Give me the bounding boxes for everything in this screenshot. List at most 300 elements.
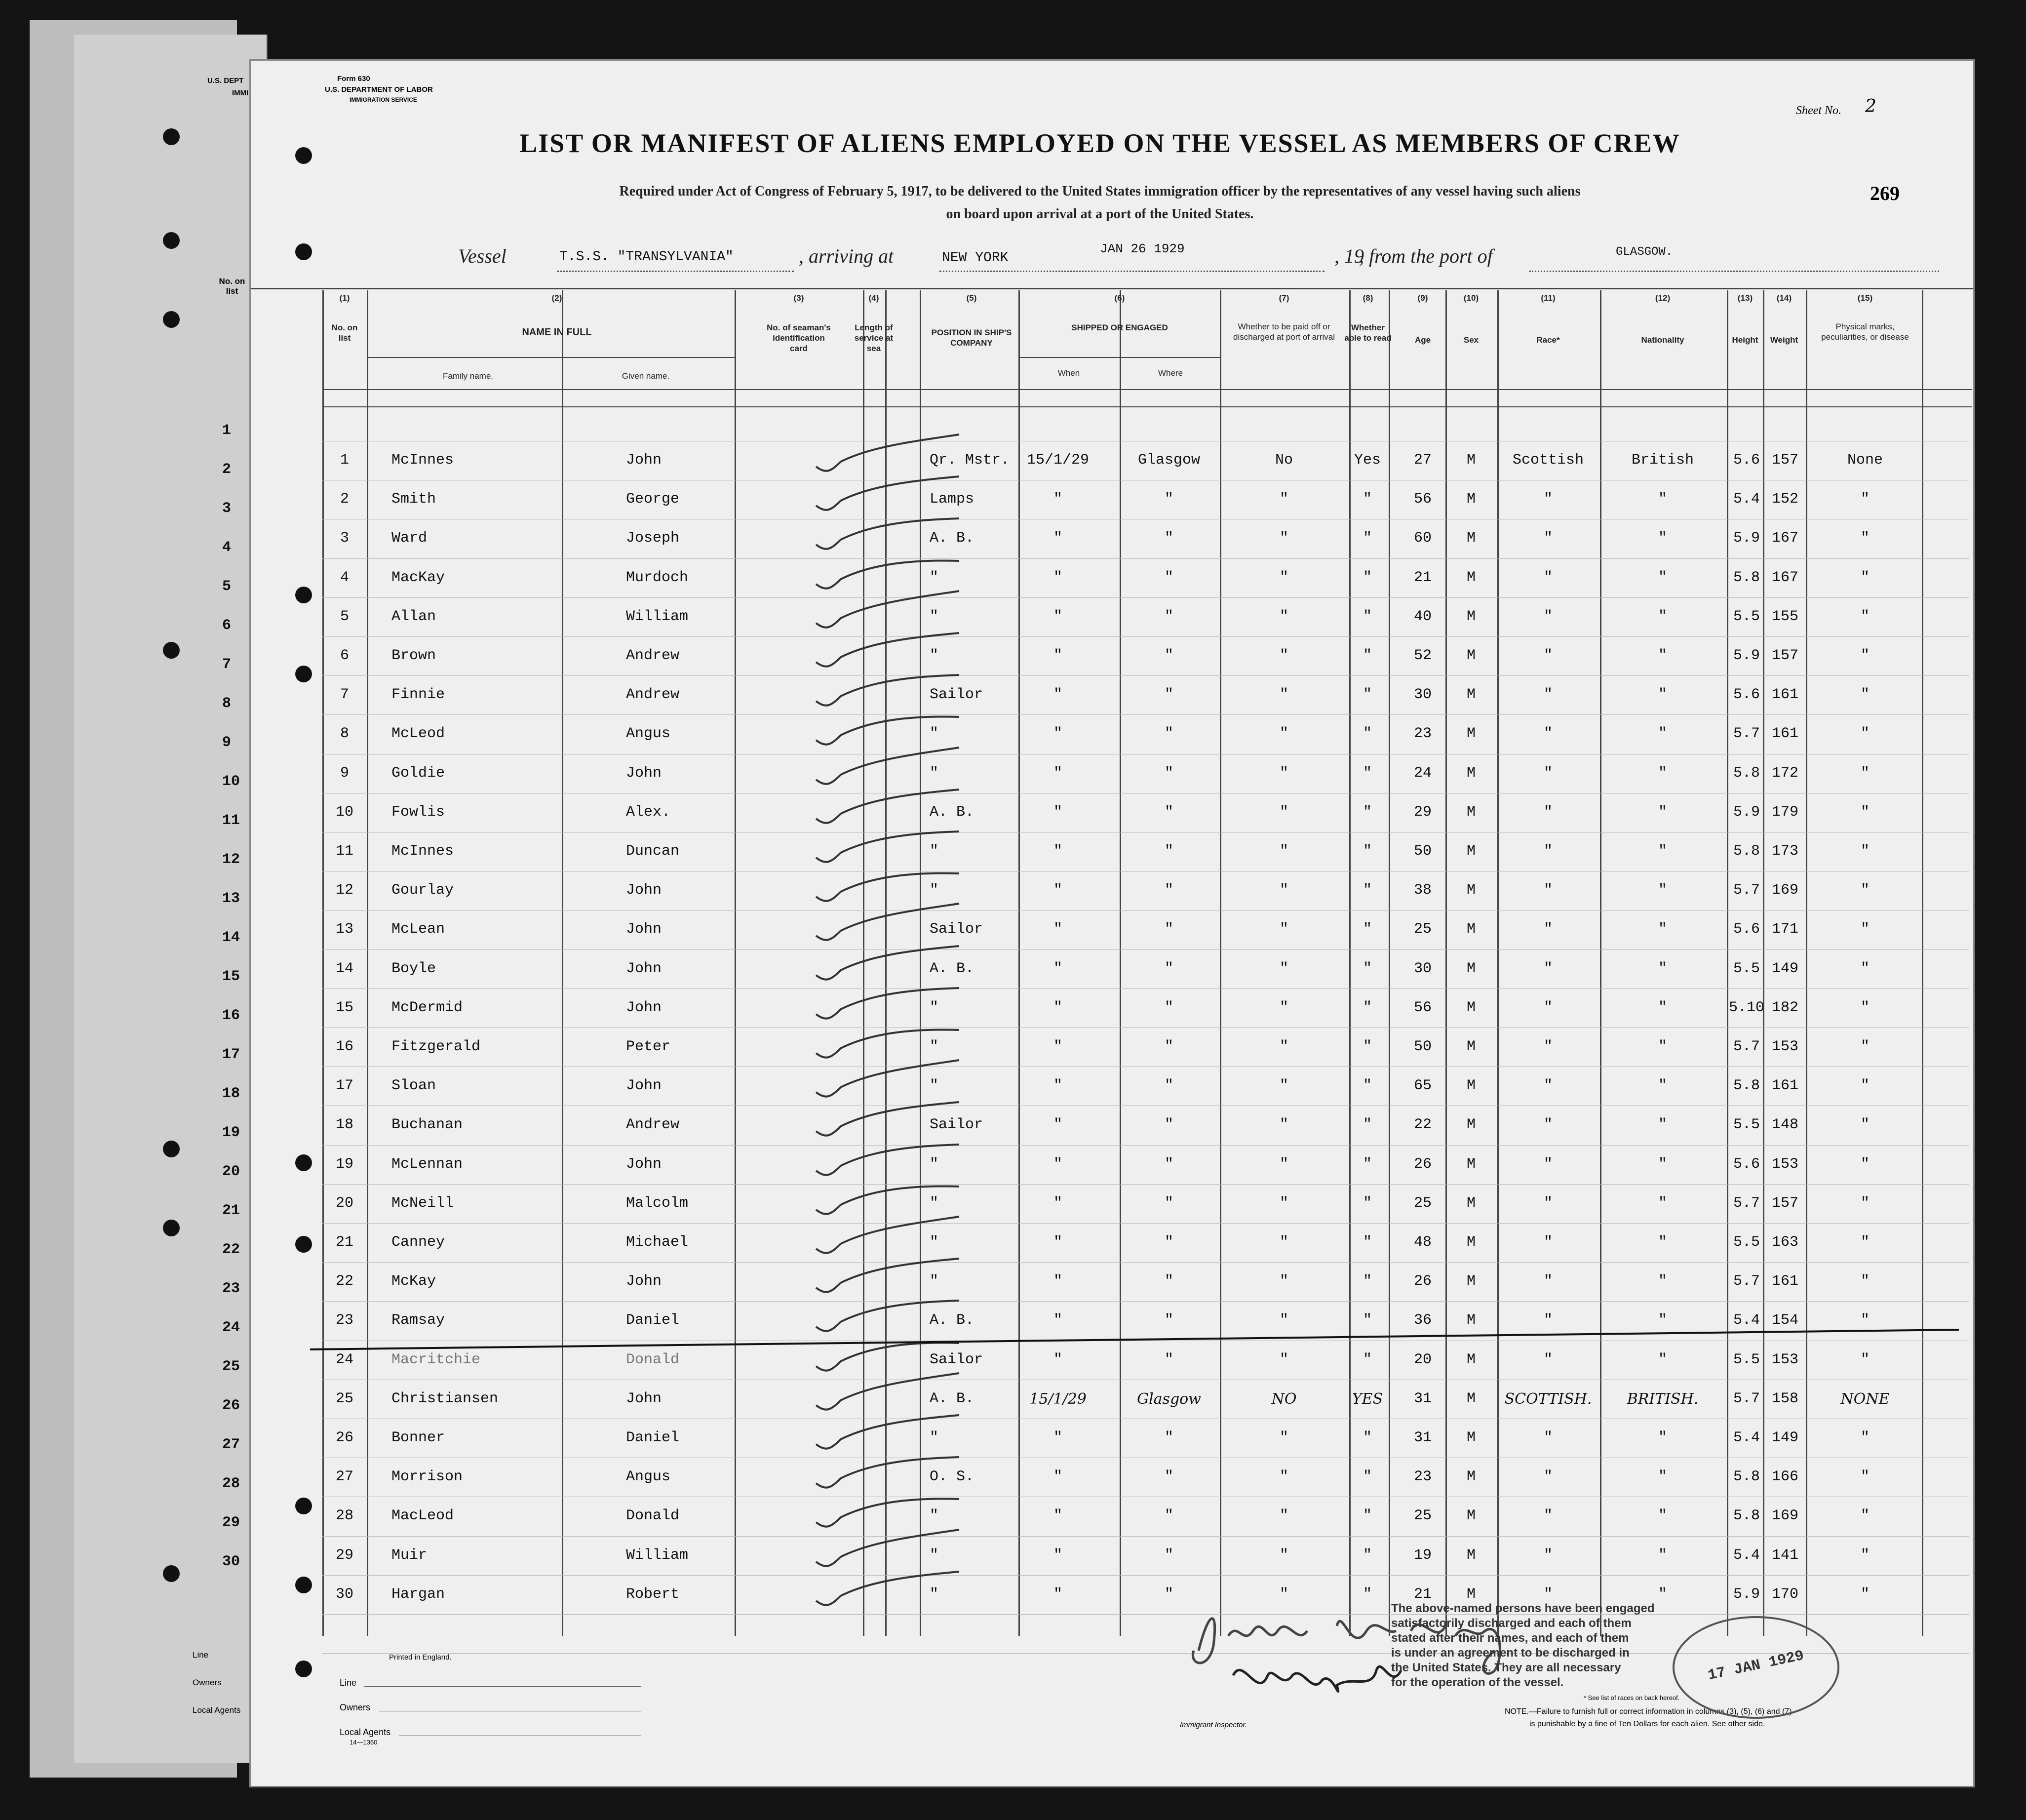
crew-family: Fowlis	[391, 803, 445, 821]
crew-race: "	[1543, 491, 1553, 508]
back-row-number: 13	[222, 890, 240, 907]
crew-nationality: "	[1658, 725, 1668, 743]
crew-family: McKay	[391, 1273, 436, 1290]
crew-weight: 153	[1771, 1038, 1799, 1055]
crew-position: "	[930, 764, 939, 782]
crew-sex: M	[1466, 1585, 1476, 1603]
crew-marks: "	[1860, 1429, 1870, 1446]
glasgow-stamp	[1673, 1616, 1839, 1719]
crew-no: 23	[335, 1312, 354, 1329]
col-num: (8)	[1363, 293, 1373, 303]
crew-when: "	[1053, 1429, 1063, 1446]
col-header-where: Where	[1158, 368, 1183, 378]
crew-where: "	[1164, 1468, 1174, 1486]
crew-weight: 153	[1771, 1351, 1799, 1368]
crew-race: "	[1543, 1194, 1553, 1212]
crew-where: "	[1164, 999, 1174, 1016]
crew-height: 5.8	[1733, 764, 1760, 782]
crew-when: "	[1053, 960, 1063, 977]
crew-race: "	[1543, 569, 1553, 586]
crew-given: John	[626, 1155, 662, 1173]
crew-given: Peter	[626, 1038, 671, 1055]
crew-race: SCOTTISH.	[1504, 1390, 1592, 1408]
crew-nationality: "	[1658, 1155, 1668, 1173]
crew-marks: NONE	[1840, 1390, 1890, 1408]
punch-hole	[163, 311, 180, 328]
back-row-number: 14	[222, 929, 240, 946]
crew-age: 25	[1413, 921, 1432, 938]
column-rule	[735, 290, 736, 1636]
punch-hole	[163, 1565, 180, 1582]
crew-position: Qr. Mstr.	[930, 452, 1010, 469]
crew-weight: 173	[1771, 843, 1799, 860]
crew-paid: "	[1279, 882, 1289, 899]
crew-read: "	[1363, 1273, 1372, 1290]
crew-family: McInnes	[391, 843, 454, 860]
crew-marks: "	[1860, 1077, 1870, 1095]
crew-read: "	[1363, 1312, 1372, 1329]
crew-weight: 158	[1771, 1390, 1799, 1407]
crew-race: "	[1543, 921, 1553, 938]
crew-family: Fitzgerald	[391, 1038, 481, 1055]
crew-paid: "	[1279, 1429, 1289, 1446]
crew-where: "	[1164, 1194, 1174, 1212]
footer-agents-code: 14—1360	[350, 1739, 378, 1746]
footer-agents-label: Local Agents	[340, 1727, 391, 1737]
crew-marks: "	[1860, 1507, 1870, 1525]
crew-position: A. B.	[930, 1390, 974, 1407]
crew-sex: M	[1466, 569, 1476, 586]
crew-sex: M	[1466, 491, 1476, 508]
crew-read: "	[1363, 1155, 1372, 1173]
crew-sex: M	[1466, 1468, 1476, 1486]
service-checkmark	[811, 706, 969, 750]
service-checkmark	[811, 941, 969, 985]
crew-where: "	[1164, 1234, 1174, 1251]
crew-age: 23	[1413, 1468, 1432, 1486]
crew-given: Donald	[626, 1507, 680, 1525]
crew-paid: "	[1279, 1234, 1289, 1251]
back-row-number: 25	[222, 1358, 240, 1375]
crew-when: "	[1053, 764, 1063, 782]
back-row-number: 28	[222, 1475, 240, 1492]
service-checkmark	[811, 1527, 969, 1572]
crew-read: "	[1363, 608, 1372, 625]
crew-position: O. S.	[930, 1468, 974, 1486]
crew-position: "	[930, 725, 939, 743]
crew-when: "	[1053, 530, 1063, 547]
col-num: (6)	[1114, 293, 1125, 303]
crew-family: Christiansen	[391, 1390, 499, 1407]
crew-age: 30	[1413, 686, 1432, 704]
crew-nationality: "	[1658, 491, 1668, 508]
back-footer-agents: Local Agents	[193, 1705, 241, 1715]
crew-marks: "	[1860, 999, 1870, 1016]
crew-no: 3	[340, 530, 350, 547]
crew-position: "	[930, 1273, 939, 1290]
crew-nationality: "	[1658, 843, 1668, 860]
back-row-number: 7	[222, 656, 232, 673]
crew-nationality: "	[1658, 1077, 1668, 1095]
punch-hole	[295, 666, 312, 682]
crew-marks: "	[1860, 1312, 1870, 1329]
crew-read: "	[1363, 1116, 1372, 1134]
crew-marks: "	[1860, 491, 1870, 508]
crew-paid: "	[1279, 1116, 1289, 1134]
crew-read: "	[1363, 803, 1372, 821]
crew-nationality: "	[1658, 1468, 1668, 1486]
crew-sex: M	[1466, 1312, 1476, 1329]
crew-no: 28	[335, 1507, 354, 1525]
crew-nationality: British	[1631, 452, 1694, 469]
crew-when: "	[1053, 843, 1063, 860]
crew-given: Angus	[626, 725, 671, 743]
crew-family: Sloan	[391, 1077, 436, 1095]
back-footer-line: Line	[193, 1650, 209, 1660]
crew-position: "	[930, 1507, 939, 1525]
col-num: (4)	[868, 293, 879, 303]
crew-sex: M	[1466, 608, 1476, 625]
crew-read: "	[1363, 999, 1372, 1016]
crew-nationality: "	[1658, 1234, 1668, 1251]
crew-marks: "	[1860, 686, 1870, 704]
back-sheet-header-1: U.S. DEPT	[207, 77, 244, 85]
crew-given: John	[626, 452, 662, 469]
punch-hole	[295, 243, 312, 260]
back-row-number: 29	[222, 1514, 240, 1531]
crew-where: "	[1164, 569, 1174, 586]
crew-race: "	[1543, 1507, 1553, 1525]
crew-read: YES	[1352, 1390, 1383, 1408]
footer-owners-label: Owners	[340, 1702, 371, 1712]
column-rule	[1600, 290, 1601, 1636]
crew-where: "	[1164, 1077, 1174, 1095]
crew-paid: NO	[1271, 1390, 1297, 1408]
crew-height: 5.7	[1733, 1390, 1760, 1407]
crew-when: "	[1053, 921, 1063, 938]
crew-marks: "	[1860, 1116, 1870, 1134]
crew-position: "	[930, 843, 939, 860]
crew-where: "	[1164, 686, 1174, 704]
service-checkmark	[811, 1253, 969, 1298]
crew-age: 25	[1413, 1507, 1432, 1525]
crew-no: 22	[335, 1273, 354, 1290]
crew-age: 26	[1413, 1273, 1432, 1290]
punch-hole	[163, 128, 180, 145]
header-rule	[322, 406, 1972, 407]
year-label: , 19	[1334, 245, 1364, 267]
service-checkmark	[811, 1058, 969, 1102]
crew-height: 5.4	[1733, 1312, 1760, 1329]
crew-position: "	[930, 1429, 939, 1446]
crew-age: 30	[1413, 960, 1432, 977]
col-header-service: Length of service at sea	[854, 323, 894, 353]
crew-weight: 161	[1771, 1077, 1799, 1095]
crew-read: "	[1363, 491, 1372, 508]
crew-marks: "	[1860, 1585, 1870, 1603]
crew-age: 25	[1413, 1194, 1432, 1212]
crew-paid: "	[1279, 1273, 1289, 1290]
crew-when: "	[1053, 686, 1063, 704]
crew-nationality: "	[1658, 1312, 1668, 1329]
service-checkmark	[811, 1488, 969, 1532]
column-rule	[1349, 290, 1351, 1636]
punch-hole	[295, 587, 312, 603]
crew-sex: M	[1466, 764, 1476, 782]
crew-when: 15/1/29	[1029, 1390, 1087, 1408]
crew-height: 5.5	[1733, 1234, 1760, 1251]
crew-nationality: "	[1658, 1194, 1668, 1212]
back-row-number: 19	[222, 1124, 240, 1141]
crew-paid: "	[1279, 843, 1289, 860]
crew-position: Sailor	[930, 1351, 983, 1368]
crew-no: 7	[340, 686, 350, 704]
crew-height: 5.4	[1733, 1429, 1760, 1446]
col-header-nationality: Nationality	[1641, 335, 1684, 345]
crew-height: 5.6	[1733, 686, 1760, 704]
crew-race: "	[1543, 999, 1553, 1016]
service-checkmark	[811, 1371, 969, 1415]
back-row-number: 20	[222, 1163, 240, 1180]
crew-where: "	[1164, 725, 1174, 743]
crew-age: 23	[1413, 725, 1432, 743]
crew-read: "	[1363, 530, 1372, 547]
crew-height: 5.4	[1733, 491, 1760, 508]
crew-where: "	[1164, 882, 1174, 899]
crew-nationality: "	[1658, 882, 1668, 899]
crew-age: 56	[1413, 999, 1432, 1016]
crew-where: "	[1164, 1585, 1174, 1603]
back-row-number: 16	[222, 1007, 240, 1024]
crew-marks: "	[1860, 530, 1870, 547]
crew-age: 36	[1413, 1312, 1432, 1329]
crew-given: Andrew	[626, 647, 680, 664]
crew-nationality: "	[1658, 608, 1668, 625]
dotted-rule	[557, 271, 794, 272]
back-footer-owners: Owners	[193, 1678, 222, 1687]
crew-given: John	[626, 999, 662, 1016]
crew-race: "	[1543, 764, 1553, 782]
crew-position: "	[930, 882, 939, 899]
crew-paid: "	[1279, 686, 1289, 704]
crew-no: 18	[335, 1116, 354, 1134]
crew-nationality: "	[1658, 960, 1668, 977]
punch-hole	[163, 232, 180, 249]
crew-height: 5.9	[1733, 647, 1760, 664]
crew-no: 17	[335, 1077, 354, 1095]
col-num: (5)	[966, 293, 977, 303]
back-row-number: 4	[222, 539, 232, 556]
crew-no: 24	[335, 1351, 354, 1368]
crew-weight: 170	[1771, 1585, 1799, 1603]
crew-nationality: "	[1658, 530, 1668, 547]
crew-no: 1	[340, 452, 350, 469]
crew-position: "	[930, 647, 939, 664]
crew-no: 5	[340, 608, 350, 625]
crew-when: "	[1053, 999, 1063, 1016]
crew-family: Smith	[391, 491, 436, 508]
punch-hole	[163, 1141, 180, 1157]
crew-marks: "	[1860, 803, 1870, 821]
crew-paid: "	[1279, 530, 1289, 547]
crew-family: Allan	[391, 608, 436, 625]
crew-given: Daniel	[626, 1312, 680, 1329]
crew-paid: "	[1279, 569, 1289, 586]
race-footnote: * See list of races on back hereof.	[1584, 1694, 1680, 1701]
crew-weight: 172	[1771, 764, 1799, 782]
crew-sex: M	[1466, 1194, 1476, 1212]
crew-position: "	[930, 1194, 939, 1212]
crew-given: Andrew	[626, 686, 680, 704]
crew-family: MacKay	[391, 569, 445, 586]
crew-given: George	[626, 491, 680, 508]
arriving-port: NEW YORK	[942, 250, 1009, 266]
crew-age: 65	[1413, 1077, 1432, 1095]
crew-position: "	[930, 999, 939, 1016]
crew-weight: 179	[1771, 803, 1799, 821]
crew-weight: 157	[1771, 452, 1799, 469]
footer-rule	[364, 1686, 641, 1687]
crew-race: "	[1543, 725, 1553, 743]
col-header-family: Family name.	[442, 371, 494, 381]
crew-no: 30	[335, 1585, 354, 1603]
crew-given: Daniel	[626, 1429, 680, 1446]
crew-race: "	[1543, 960, 1553, 977]
crew-weight: 148	[1771, 1116, 1799, 1134]
crew-family: Finnie	[391, 686, 445, 704]
crew-height: 5.9	[1733, 1585, 1760, 1603]
strike-line	[310, 1325, 1974, 1354]
crew-family: Goldie	[391, 764, 445, 782]
row-rule	[322, 1614, 1969, 1615]
crew-when: 15/1/29	[1026, 452, 1090, 469]
header-rule	[322, 389, 1972, 390]
crew-no: 11	[335, 843, 354, 860]
col-header-marks: Physical marks, peculiarities, or disease	[1821, 322, 1909, 342]
col-header-when: When	[1057, 368, 1080, 378]
crew-no: 19	[335, 1155, 354, 1173]
crew-height: 5.7	[1733, 1194, 1760, 1212]
crew-sex: M	[1466, 960, 1476, 977]
crew-when: "	[1053, 1585, 1063, 1603]
service-checkmark	[811, 784, 969, 829]
column-rule	[1220, 290, 1221, 1636]
crew-sex: M	[1466, 1546, 1476, 1564]
crew-sex: M	[1466, 1390, 1476, 1407]
crew-weight: 161	[1771, 725, 1799, 743]
back-row-number: 17	[222, 1046, 240, 1063]
crew-nationality: BRITISH.	[1627, 1390, 1699, 1408]
crew-height: 5.8	[1733, 1077, 1760, 1095]
col-header-no: No. on list	[331, 323, 358, 343]
row-rule	[322, 636, 1969, 637]
manifest-title: LIST OR MANIFEST OF ALIENS EMPLOYED ON THE VESSEL AS MEMBERS OF CREW	[519, 128, 1680, 158]
crew-read: "	[1363, 686, 1372, 704]
crew-where: "	[1164, 1546, 1174, 1564]
subtitle-line-1: Required under Act of Congress of February 5, 1917, to be delivered to the United States immigration officer by the representatives of any vessel having such aliens	[619, 184, 1581, 199]
crew-where: "	[1164, 1038, 1174, 1055]
crew-given: Donald	[626, 1351, 680, 1368]
crew-position: A. B.	[930, 803, 974, 821]
crew-sex: M	[1466, 1429, 1476, 1446]
crew-height: 5.5	[1733, 1351, 1760, 1368]
crew-height: 5.5	[1733, 608, 1760, 625]
back-row-number: 8	[222, 695, 232, 712]
service-checkmark	[811, 1019, 969, 1063]
crew-marks: "	[1860, 1468, 1870, 1486]
crew-no: 26	[335, 1429, 354, 1446]
crew-position: Lamps	[930, 491, 974, 508]
crew-height: 5.8	[1733, 1507, 1760, 1525]
crew-age: 52	[1413, 647, 1432, 664]
col-num: (7)	[1279, 293, 1289, 303]
row-rule	[322, 1223, 1969, 1224]
crew-height: 5.5	[1733, 1116, 1760, 1134]
crew-marks: "	[1860, 1234, 1870, 1251]
crew-weight: 153	[1771, 1155, 1799, 1173]
service-checkmark	[811, 471, 969, 515]
crew-no: 27	[335, 1468, 354, 1486]
crew-marks: None	[1847, 452, 1883, 469]
crew-given: Murdoch	[626, 569, 689, 586]
column-rule	[367, 290, 368, 1636]
crew-marks: "	[1860, 1351, 1870, 1368]
form-service: IMMIGRATION SERVICE	[350, 96, 417, 103]
back-row-number: 6	[222, 617, 232, 634]
back-row-number: 11	[222, 812, 240, 829]
punch-hole	[295, 147, 312, 164]
punch-hole	[295, 1498, 312, 1514]
crew-sex: M	[1466, 1507, 1476, 1525]
crew-family: Brown	[391, 647, 436, 664]
back-row-number: 27	[222, 1436, 240, 1453]
row-rule	[322, 558, 1969, 559]
crew-age: 19	[1413, 1546, 1432, 1564]
crew-given: John	[626, 1390, 662, 1407]
subtitle-line-2: on board upon arrival at a port of the United States.	[946, 206, 1254, 222]
crew-no: 21	[335, 1234, 354, 1251]
crew-nationality: "	[1658, 569, 1668, 586]
crew-nationality: "	[1658, 803, 1668, 821]
service-checkmark	[811, 980, 969, 1024]
column-rule	[1922, 290, 1923, 1636]
crew-read: "	[1363, 764, 1372, 782]
crew-race: "	[1543, 1468, 1553, 1486]
column-rule	[1497, 290, 1499, 1636]
crew-race: "	[1543, 1585, 1553, 1603]
crew-age: 21	[1413, 1585, 1432, 1603]
crew-family: McDermid	[391, 999, 463, 1016]
crew-sex: M	[1466, 803, 1476, 821]
service-checkmark	[811, 1410, 969, 1454]
crew-nationality: "	[1658, 921, 1668, 938]
service-checkmark	[811, 667, 969, 711]
crew-paid: "	[1279, 1038, 1289, 1055]
col-num: (15)	[1857, 293, 1873, 303]
notice-line: satisfactorily discharged and each of them	[1391, 1617, 1632, 1630]
crew-height: 5.7	[1733, 1273, 1760, 1290]
col-header-name: NAME IN FULL	[522, 327, 592, 338]
crew-family: Gourlay	[391, 882, 454, 899]
crew-race: "	[1543, 882, 1553, 899]
crew-paid: "	[1279, 608, 1289, 625]
crew-position: "	[930, 1077, 939, 1095]
crew-given: John	[626, 882, 662, 899]
crew-marks: "	[1860, 725, 1870, 743]
crew-paid: "	[1279, 1507, 1289, 1525]
crew-read: "	[1363, 1234, 1372, 1251]
crew-sex: M	[1466, 647, 1476, 664]
